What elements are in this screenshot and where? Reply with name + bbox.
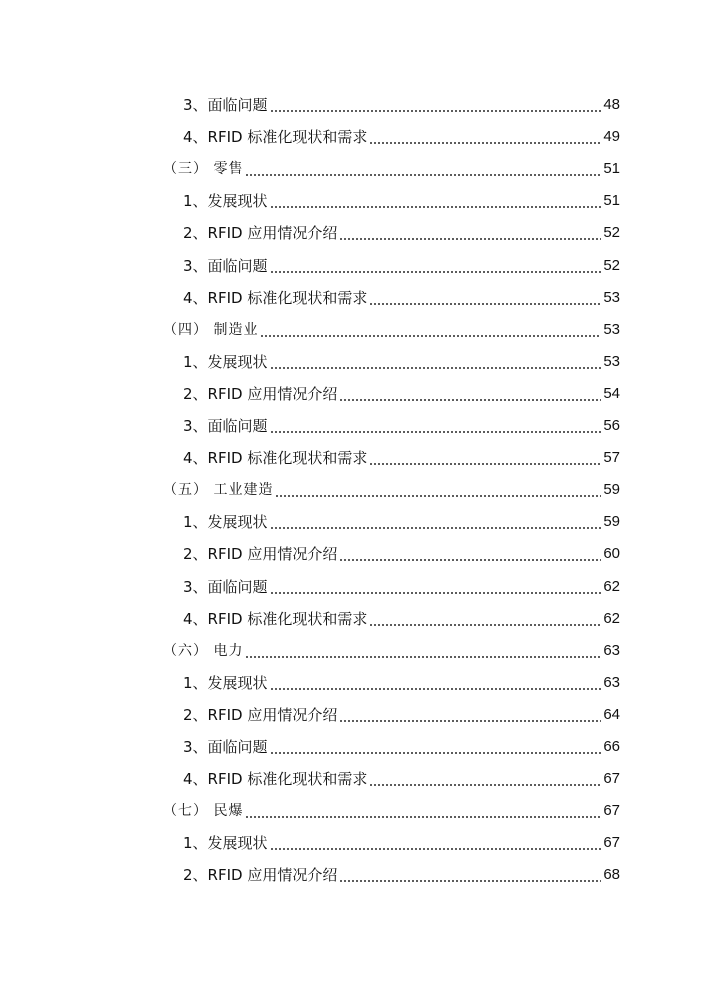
toc-entry-label: 4、RFID 标准化现状和需求	[183, 770, 368, 789]
toc-subsection-entry[interactable]	[183, 764, 620, 794]
toc-entry-label: 4、RFID 标准化现状和需求	[183, 128, 368, 147]
toc-subsection-entry[interactable]	[183, 218, 620, 248]
toc-dot-leader	[270, 206, 602, 208]
toc-entry-label: 1、发展现状	[183, 673, 268, 692]
toc-dot-leader	[339, 238, 601, 240]
toc-dot-leader	[369, 784, 601, 786]
toc-entry-label: 1、发展现状	[183, 513, 268, 532]
toc-entry-label: 3、面临问题	[183, 417, 268, 435]
toc-entry-label: 3、面临问题	[183, 577, 268, 596]
toc-dot-leader	[339, 720, 601, 722]
toc-entry-label: （四） 制造业	[163, 321, 259, 338]
toc-dot-leader	[260, 335, 601, 337]
toc-page-number: 60	[603, 545, 620, 563]
toc-dot-leader	[369, 142, 601, 144]
toc-dot-leader	[369, 303, 601, 305]
toc-subsection-entry[interactable]	[183, 379, 620, 409]
toc-page-number: 52	[603, 224, 620, 242]
toc-subsection-entry[interactable]	[183, 347, 620, 377]
toc-entry-label: 1、发展现状	[183, 192, 268, 211]
toc-entry-label: 4、RFID 标准化现状和需求	[183, 288, 368, 307]
toc-page-number: 68	[603, 866, 620, 884]
toc-section-entry[interactable]	[163, 475, 620, 505]
toc-page-number: 67	[603, 802, 620, 820]
toc-entry-label: 4、RFID 标准化现状和需求	[183, 449, 368, 468]
toc-subsection-entry[interactable]	[183, 122, 620, 152]
toc-page-number: 59	[603, 481, 620, 499]
toc-subsection-entry[interactable]	[183, 507, 620, 537]
toc-page-number: 51	[603, 192, 620, 210]
toc-dot-leader	[275, 495, 601, 497]
toc-section-entry[interactable]	[163, 796, 620, 826]
toc-page-number: 53	[603, 320, 620, 338]
toc-entry-label: 1、发展现状	[183, 352, 268, 371]
toc-entry-label: 3、面临问题	[183, 738, 268, 756]
toc-dot-leader	[245, 816, 601, 818]
toc-dot-leader	[270, 431, 602, 433]
toc-dot-leader	[270, 592, 602, 594]
toc-page-number: 67	[603, 834, 620, 852]
toc-page-number: 67	[603, 770, 620, 788]
toc-page-number: 62	[603, 609, 620, 627]
toc-subsection-entry[interactable]	[183, 668, 620, 698]
toc-section-entry[interactable]	[163, 154, 620, 184]
toc-subsection-entry[interactable]	[183, 411, 620, 441]
toc-section-entry[interactable]	[163, 636, 620, 666]
toc-dot-leader	[339, 880, 601, 882]
toc-entry-label: 3、面临问题	[183, 256, 268, 275]
toc-entry-label: 2、RFID 应用情况介绍	[183, 545, 338, 564]
toc-page-number: 62	[603, 577, 620, 595]
toc-page-number: 63	[603, 673, 620, 691]
toc-page-number: 57	[603, 449, 620, 467]
toc-dot-leader	[339, 559, 601, 561]
toc-entry-label: 2、RFID 应用情况介绍	[183, 384, 338, 403]
toc-entry-label: 2、RFID 应用情况介绍	[183, 224, 338, 243]
toc-dot-leader	[270, 271, 602, 273]
toc-subsection-entry[interactable]	[183, 700, 620, 730]
toc-page-number: 63	[603, 641, 620, 659]
toc-page-number: 56	[603, 417, 620, 434]
toc-subsection-entry[interactable]	[183, 283, 620, 313]
toc-subsection-entry[interactable]	[183, 539, 620, 569]
toc-subsection-entry[interactable]	[183, 572, 620, 602]
toc-entry-label: 3、面临问题	[183, 96, 268, 114]
toc-subsection-entry[interactable]	[183, 90, 620, 120]
toc-page-number: 59	[603, 513, 620, 531]
toc-page-number: 52	[603, 256, 620, 274]
toc-dot-leader	[270, 527, 602, 529]
toc-dot-leader	[245, 656, 601, 658]
toc-subsection-entry[interactable]	[183, 443, 620, 473]
toc-page-number: 51	[603, 160, 620, 178]
toc-entry-label: （三） 零售	[163, 161, 244, 178]
toc-page-number: 48	[603, 96, 620, 113]
toc-subsection-entry[interactable]	[183, 732, 620, 762]
toc-entry-label: 1、发展现状	[183, 834, 268, 853]
toc-page-number: 49	[603, 128, 620, 146]
toc-page-number: 66	[603, 738, 620, 755]
toc-dot-leader	[270, 752, 602, 754]
toc-entry-label: （六） 电力	[163, 642, 244, 659]
toc-dot-leader	[270, 688, 602, 690]
toc-subsection-entry[interactable]	[183, 828, 620, 858]
toc-page-number: 54	[603, 384, 620, 402]
toc-page-number: 53	[603, 288, 620, 306]
toc-entry-label: 2、RFID 应用情况介绍	[183, 866, 338, 885]
toc-subsection-entry[interactable]	[183, 604, 620, 634]
toc-section-entry[interactable]	[163, 315, 620, 345]
toc-subsection-entry[interactable]	[183, 186, 620, 216]
toc-page-number: 64	[603, 705, 620, 723]
toc-entry-label: （五） 工业建造	[163, 482, 274, 499]
toc-dot-leader	[270, 110, 602, 112]
toc-dot-leader	[245, 174, 601, 176]
toc-entry-label: 2、RFID 应用情况介绍	[183, 705, 338, 724]
toc-subsection-entry[interactable]	[183, 860, 620, 890]
toc-dot-leader	[270, 367, 602, 369]
toc-entry-label: （七） 民爆	[163, 803, 244, 820]
toc-subsection-entry[interactable]	[183, 251, 620, 281]
toc-dot-leader	[369, 463, 601, 465]
toc-dot-leader	[339, 399, 601, 401]
toc-dot-leader	[270, 848, 602, 850]
toc-page-number: 53	[603, 352, 620, 370]
toc-dot-leader	[369, 624, 601, 626]
toc-entry-label: 4、RFID 标准化现状和需求	[183, 609, 368, 628]
